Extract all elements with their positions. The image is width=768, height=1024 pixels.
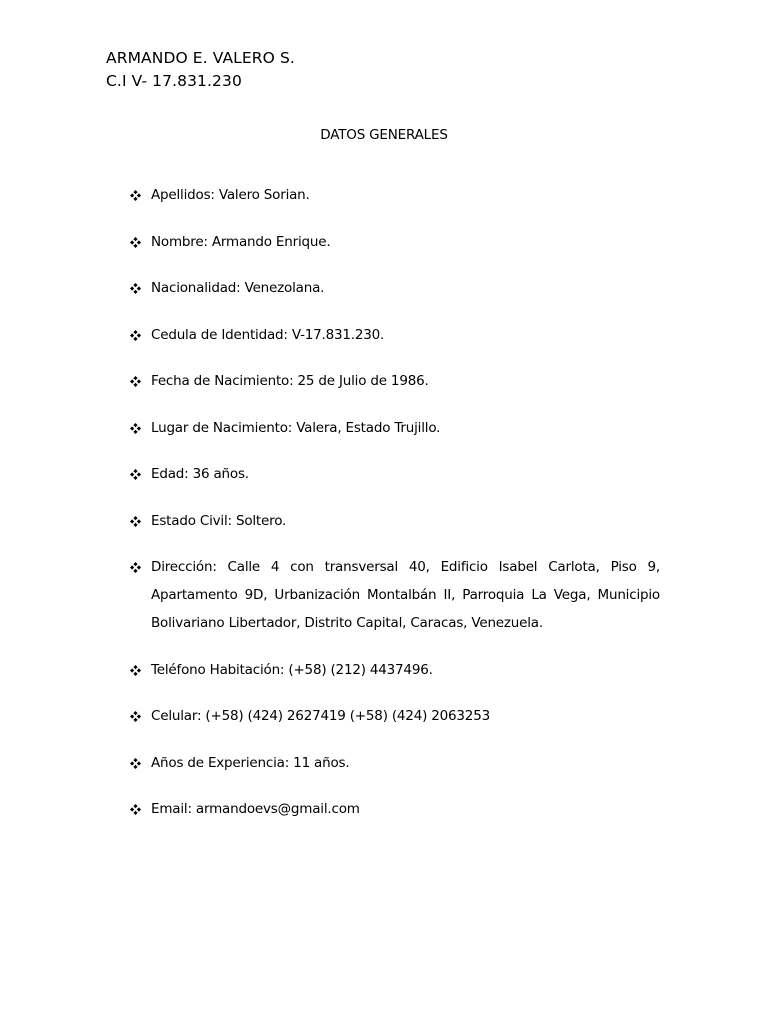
list-item [130, 274, 660, 302]
list-item-text: Edad: 36 años. [151, 466, 249, 482]
list-item-text: Teléfono Habitación: (+58) (212) 4437496. [151, 661, 433, 678]
list-item [130, 367, 660, 395]
list-item-text: Dirección: Calle 4 con transversal 40, Edificio Isabel Carlota, Piso 9, Apartamento 9D, Urbanización Montalbán II, Parroquia La Vega, Municipio Bolivariano Libertador, Distrito Capital, Caracas, Venezuela. [151, 559, 660, 631]
list-item-text: Estado Civil: Soltero. [151, 512, 287, 529]
id-number: C.I V- 17.831.230 [106, 72, 242, 90]
list-item-text: Nacionalidad: Venezolana. [151, 280, 325, 296]
list-item [130, 414, 660, 442]
list-item [130, 507, 660, 535]
list-item [130, 228, 660, 256]
four-diamond-bullet-icon [130, 702, 142, 730]
list-item [130, 321, 660, 349]
list-item [130, 460, 660, 488]
four-diamond-bullet-icon [130, 795, 142, 823]
four-diamond-bullet-icon [130, 321, 142, 349]
list-item-text: Email: armandoevs@gmail.com [151, 801, 360, 817]
document-header [106, 47, 295, 93]
list-item-text: Celular: (+58) (424) 2627419 (+58) (424) 2063253 [151, 708, 490, 724]
four-diamond-bullet-icon [130, 749, 142, 777]
list-item-text: Apellidos: Valero Sorian. [151, 187, 310, 203]
four-diamond-bullet-icon [130, 367, 142, 395]
list-item-text: Lugar de Nacimiento: Valera, Estado Trujillo. [151, 419, 441, 436]
four-diamond-bullet-icon [130, 553, 142, 581]
list-item [130, 795, 660, 823]
list-item-text: Años de Experiencia: 11 años. [151, 754, 350, 771]
four-diamond-bullet-icon [130, 228, 142, 256]
list-item [130, 656, 660, 684]
list-item-text: Cedula de Identidad: V-17.831.230. [151, 326, 385, 343]
four-diamond-bullet-icon [130, 656, 142, 684]
list-item-text: Fecha de Nacimiento: 25 de Julio de 1986. [151, 373, 429, 389]
list-item [130, 749, 660, 777]
four-diamond-bullet-icon [130, 181, 142, 209]
personal-data-list [130, 181, 660, 842]
four-diamond-bullet-icon [130, 460, 142, 488]
list-item [130, 181, 660, 209]
four-diamond-bullet-icon [130, 507, 142, 535]
list-item-text: Nombre: Armando Enrique. [151, 233, 331, 250]
section-title: DATOS GENERALES [320, 127, 448, 143]
person-name: ARMANDO E. VALERO S. [106, 49, 295, 67]
list-item [130, 553, 660, 637]
list-item [130, 702, 660, 730]
four-diamond-bullet-icon [130, 414, 142, 442]
four-diamond-bullet-icon [130, 274, 142, 302]
